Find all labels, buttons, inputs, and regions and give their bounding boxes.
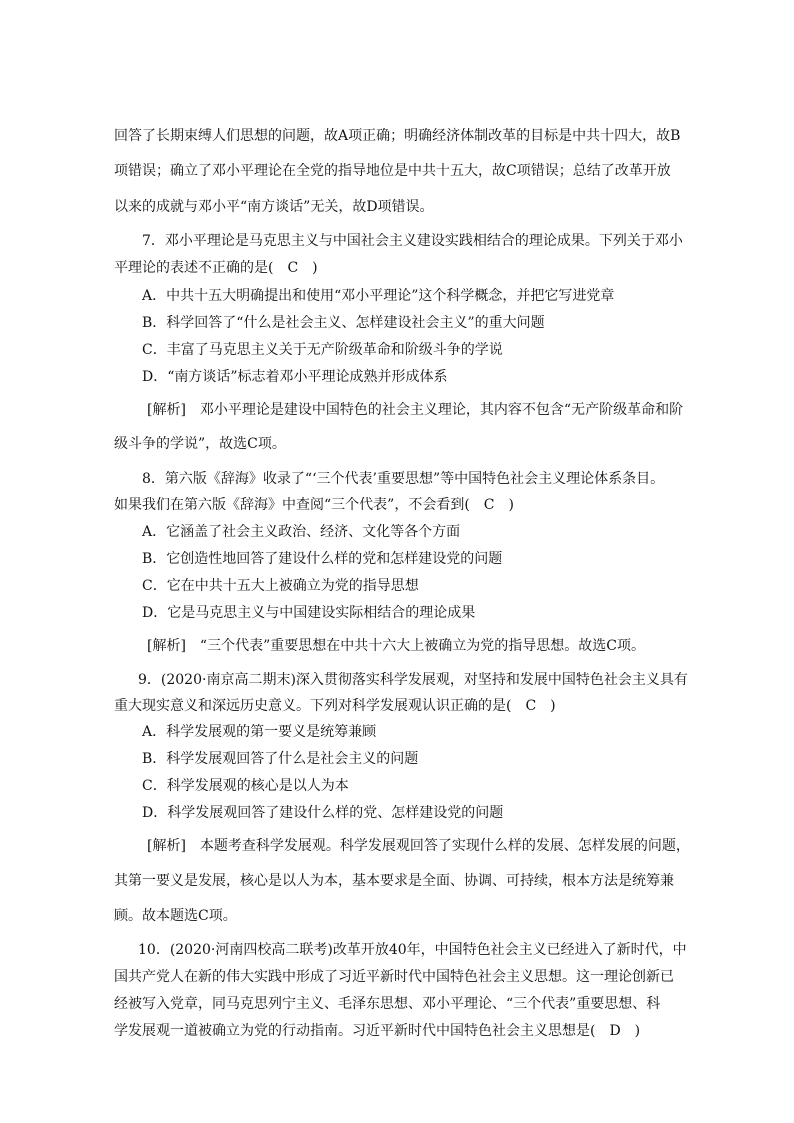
question-9-analysis: [解析] 本题考查科学发展观。科学发展观回答了实现什么样的发展、怎样发展的问题，	[147, 838, 690, 854]
question-7-analysis: 级斗争的学说”，故选C项。	[114, 436, 286, 452]
question-8-stem: 如果我们在第六版《辞海》中查阅“三个代表”，不会看到( C )	[114, 497, 514, 513]
question-10-stem: 学发展观一道被确立为党的行动指南。习近平新时代中国特色社会主义思想是( D )	[114, 1023, 641, 1039]
question-7-stem: 平理论的表述不正确的是( C )	[114, 260, 318, 276]
question-8-option-d: D．它是马克思主义与中国建设实际相结合的理论成果	[142, 605, 476, 621]
text-line: 以来的成就与邓小平“南方谈话”无关，故D项错误。	[114, 199, 434, 215]
question-9-stem: 重大现实意义和深远历史意义。下列对科学发展观认识正确的是( C )	[114, 698, 556, 714]
question-8-analysis: [解析] “三个代表”重要思想在中共十六大上被确立为党的指导思想。故选C项。	[147, 638, 645, 654]
question-10-stem: 经被写入党章，同马克思列宁主义、毛泽东思想、邓小平理论、“三个代表”重要思想、科	[114, 996, 661, 1012]
question-7-option-b: B．科学回答了“什么是社会主义、怎样建设社会主义”的重大问题	[142, 315, 545, 331]
question-7-option-c: C．丰富了马克思主义关于无产阶级革命和阶级斗争的学说	[142, 342, 503, 358]
question-10-stem: 10．(2020·河南四校高二联考)改革开放40年，中国特色社会主义已经进入了新时代，中	[138, 942, 687, 958]
question-7-option-d: D．“南方谈话”标志着邓小平理论成熟并形成体系	[142, 369, 448, 385]
question-9-option-b: B．科学发展观回答了什么是社会主义的问题	[142, 751, 419, 767]
question-8-option-a: A．它涵盖了社会主义政治、经济、文化等各个方面	[142, 524, 461, 540]
question-10-stem: 国共产党人在新的伟大实践中形成了习近平新时代中国特色社会主义思想。这一理论创新已	[114, 969, 674, 985]
text-line: 回答了长期束缚人们思想的问题，故A项正确；明确经济体制改革的目标是中共十四大，故B	[114, 128, 681, 144]
question-8-option-c: C．它在中共十五大上被确立为党的指导思想	[142, 578, 419, 594]
question-7-stem: 7．邓小平理论是马克思主义与中国社会主义建设实践相结合的理论成果。下列关于邓小	[142, 233, 683, 249]
question-7-analysis: [解析] 邓小平理论是建设中国特色的社会主义理论，其内容不包含“无产阶级革命和阶	[147, 402, 684, 418]
question-9-stem: 9．(2020·南京高二期末)深入贯彻落实科学发展观，对坚持和发展中国特色社会主义具有	[138, 672, 688, 688]
question-8-option-b: B．它创造性地回答了建设什么样的党和怎样建设党的问题	[142, 551, 503, 567]
question-7-option-a: A．中共十五大明确提出和使用“邓小平理论”这个科学概念，并把它写进党章	[142, 288, 615, 304]
question-8-stem: 8．第六版《辞海》收录了“‘三个代表’重要思想”等中国特色社会主义理论体系条目。	[142, 471, 665, 487]
question-9-option-d: D．科学发展观回答了建设什么样的党、怎样建设党的问题	[142, 805, 504, 821]
question-9-analysis: 其第一要义是发展，核心是以人为本，基本要求是全面、协调、可持续，根本方法是统筹兼	[114, 873, 674, 889]
question-9-option-a: A．科学发展观的第一要义是统筹兼顾	[142, 724, 377, 740]
question-9-analysis: 顾。故本题选C项。	[114, 908, 237, 924]
question-9-option-c: C．科学发展观的核心是以人为本	[142, 778, 349, 794]
text-line: 项错误；确立了邓小平理论在全党的指导地位是中共十五大，故C项错误；总结了改革开放	[114, 163, 671, 179]
